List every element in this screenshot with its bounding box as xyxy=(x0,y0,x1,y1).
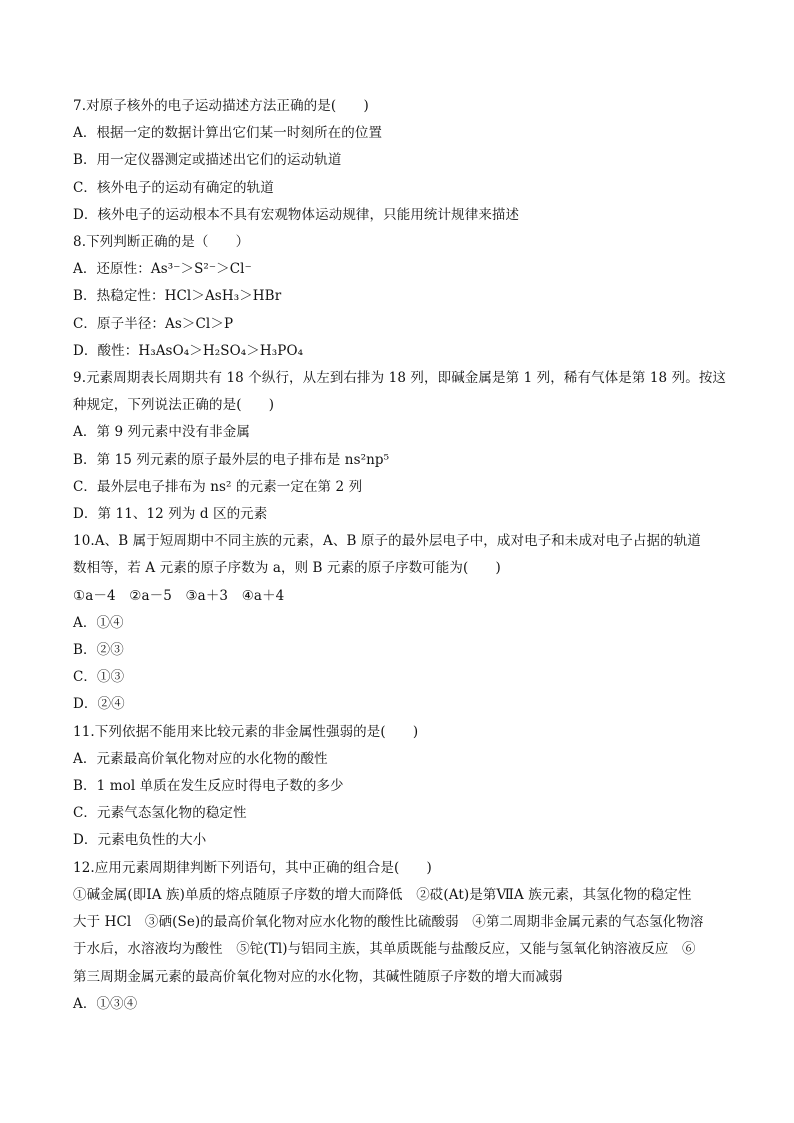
question-8-option-d: D．酸性：H₃AsO₄＞H₂SO₄＞H₃PO₄ xyxy=(73,342,304,359)
question-12-body-line-2: 大于 HCl ③硒(Se)的最高价氧化物对应水化物的酸性比硫酸弱 ④第二周期非金属元素的气态氢化物溶 xyxy=(73,914,704,931)
question-7-option-b: B．用一定仪器测定或描述出它们的运动轨道 xyxy=(73,152,342,169)
question-10-stem-line-2: 数相等，若 A 元素的原子序数为 a，则 B 元素的原子序数可能为( ) xyxy=(73,560,501,577)
question-9-option-c: C．最外层电子排布为 ns² 的元素一定在第 2 列 xyxy=(73,478,363,495)
question-10-option-d: D．②④ xyxy=(73,696,125,713)
question-12-stem: 12.应用元素周期律判断下列语句，其中正确的组合是( ) xyxy=(73,859,432,876)
question-12-body-line-1: ①碱金属(即ⅠA 族)单质的熔点随原子序数的增大而降低 ②砹(At)是第ⅦA 族元素，其氢化物的稳定性 xyxy=(73,886,692,903)
question-9-option-b: B．第 15 列元素的原子最外层的电子排布是 ns²np⁵ xyxy=(73,451,390,468)
question-10 xyxy=(73,528,725,718)
question-11-option-b: B．1 mol 单质在发生反应时得电子数的多少 xyxy=(73,778,344,795)
question-8 xyxy=(73,229,725,365)
question-10-option-a: A．①④ xyxy=(73,614,124,631)
question-8-option-b: B．热稳定性：HCl＞AsH₃＞HBr xyxy=(73,288,282,305)
question-11-option-c: C．元素气态氢化物的稳定性 xyxy=(73,805,247,822)
question-7-stem: 7.对原子核外的电子运动描述方法正确的是( ) xyxy=(73,98,369,114)
question-10-option-c: C．①③ xyxy=(73,669,125,686)
question-7-option-a: A．根据一定的数据计算出它们某一时刻所在的位置 xyxy=(73,125,383,142)
question-11 xyxy=(73,719,725,855)
question-8-option-c: C．原子半径：As＞Cl＞P xyxy=(73,315,234,332)
question-9 xyxy=(73,365,725,528)
document-page xyxy=(73,93,725,1018)
question-10-stem-line-1: 10.A、B 属于短周期中不同主族的元素，A、B 原子的最外层电子中，成对电子和未成对电子占据的轨道 xyxy=(73,533,701,550)
question-12-body-line-4: 第三周期金属元素的最高价氧化物对应的水化物，其碱性随原子序数的增大而减弱 xyxy=(73,968,563,985)
question-12 xyxy=(73,855,725,1018)
question-9-stem-line-2: 种规定，下列说法正确的是( ) xyxy=(73,397,275,414)
question-12-body-line-3: 于水后，水溶液均为酸性 ⑤铊(Tl)与铝同主族，其单质既能与盐酸反应，又能与氢氧化钠溶液反应 ⑥ xyxy=(73,941,696,958)
question-9-stem-line-1: 9.元素周期表长周期共有 18 个纵行，从左到右排为 18 列，即碱金属是第 1 列，稀有气体是第 18 列。按这 xyxy=(73,370,727,387)
question-8-stem: 8.下列判断正确的是（ ） xyxy=(73,234,250,251)
question-9-option-d: D．第 11、12 列为 d 区的元素 xyxy=(73,506,268,523)
question-9-option-a: A．第 9 列元素中没有非金属 xyxy=(73,424,250,441)
question-7-option-c: C．核外电子的运动有确定的轨道 xyxy=(73,179,274,196)
question-11-option-d: D．元素电负性的大小 xyxy=(73,832,207,849)
question-10-option-b: B．②③ xyxy=(73,642,124,659)
question-7-option-d: D．核外电子的运动根本不具有宏观物体运动规律，只能用统计规律来描述 xyxy=(73,206,520,223)
question-10-choices: ①a－4 ②a－5 ③a＋3 ④a＋4 xyxy=(73,587,285,604)
question-12-option-a: A．①③④ xyxy=(73,995,138,1012)
question-11-stem: 11.下列依据不能用来比较元素的非金属性强弱的是( ) xyxy=(73,723,419,740)
question-8-option-a: A．还原性：As³⁻＞S²⁻＞Cl⁻ xyxy=(73,261,252,278)
question-7 xyxy=(73,93,725,229)
question-11-option-a: A．元素最高价氧化物对应的水化物的酸性 xyxy=(73,750,328,767)
